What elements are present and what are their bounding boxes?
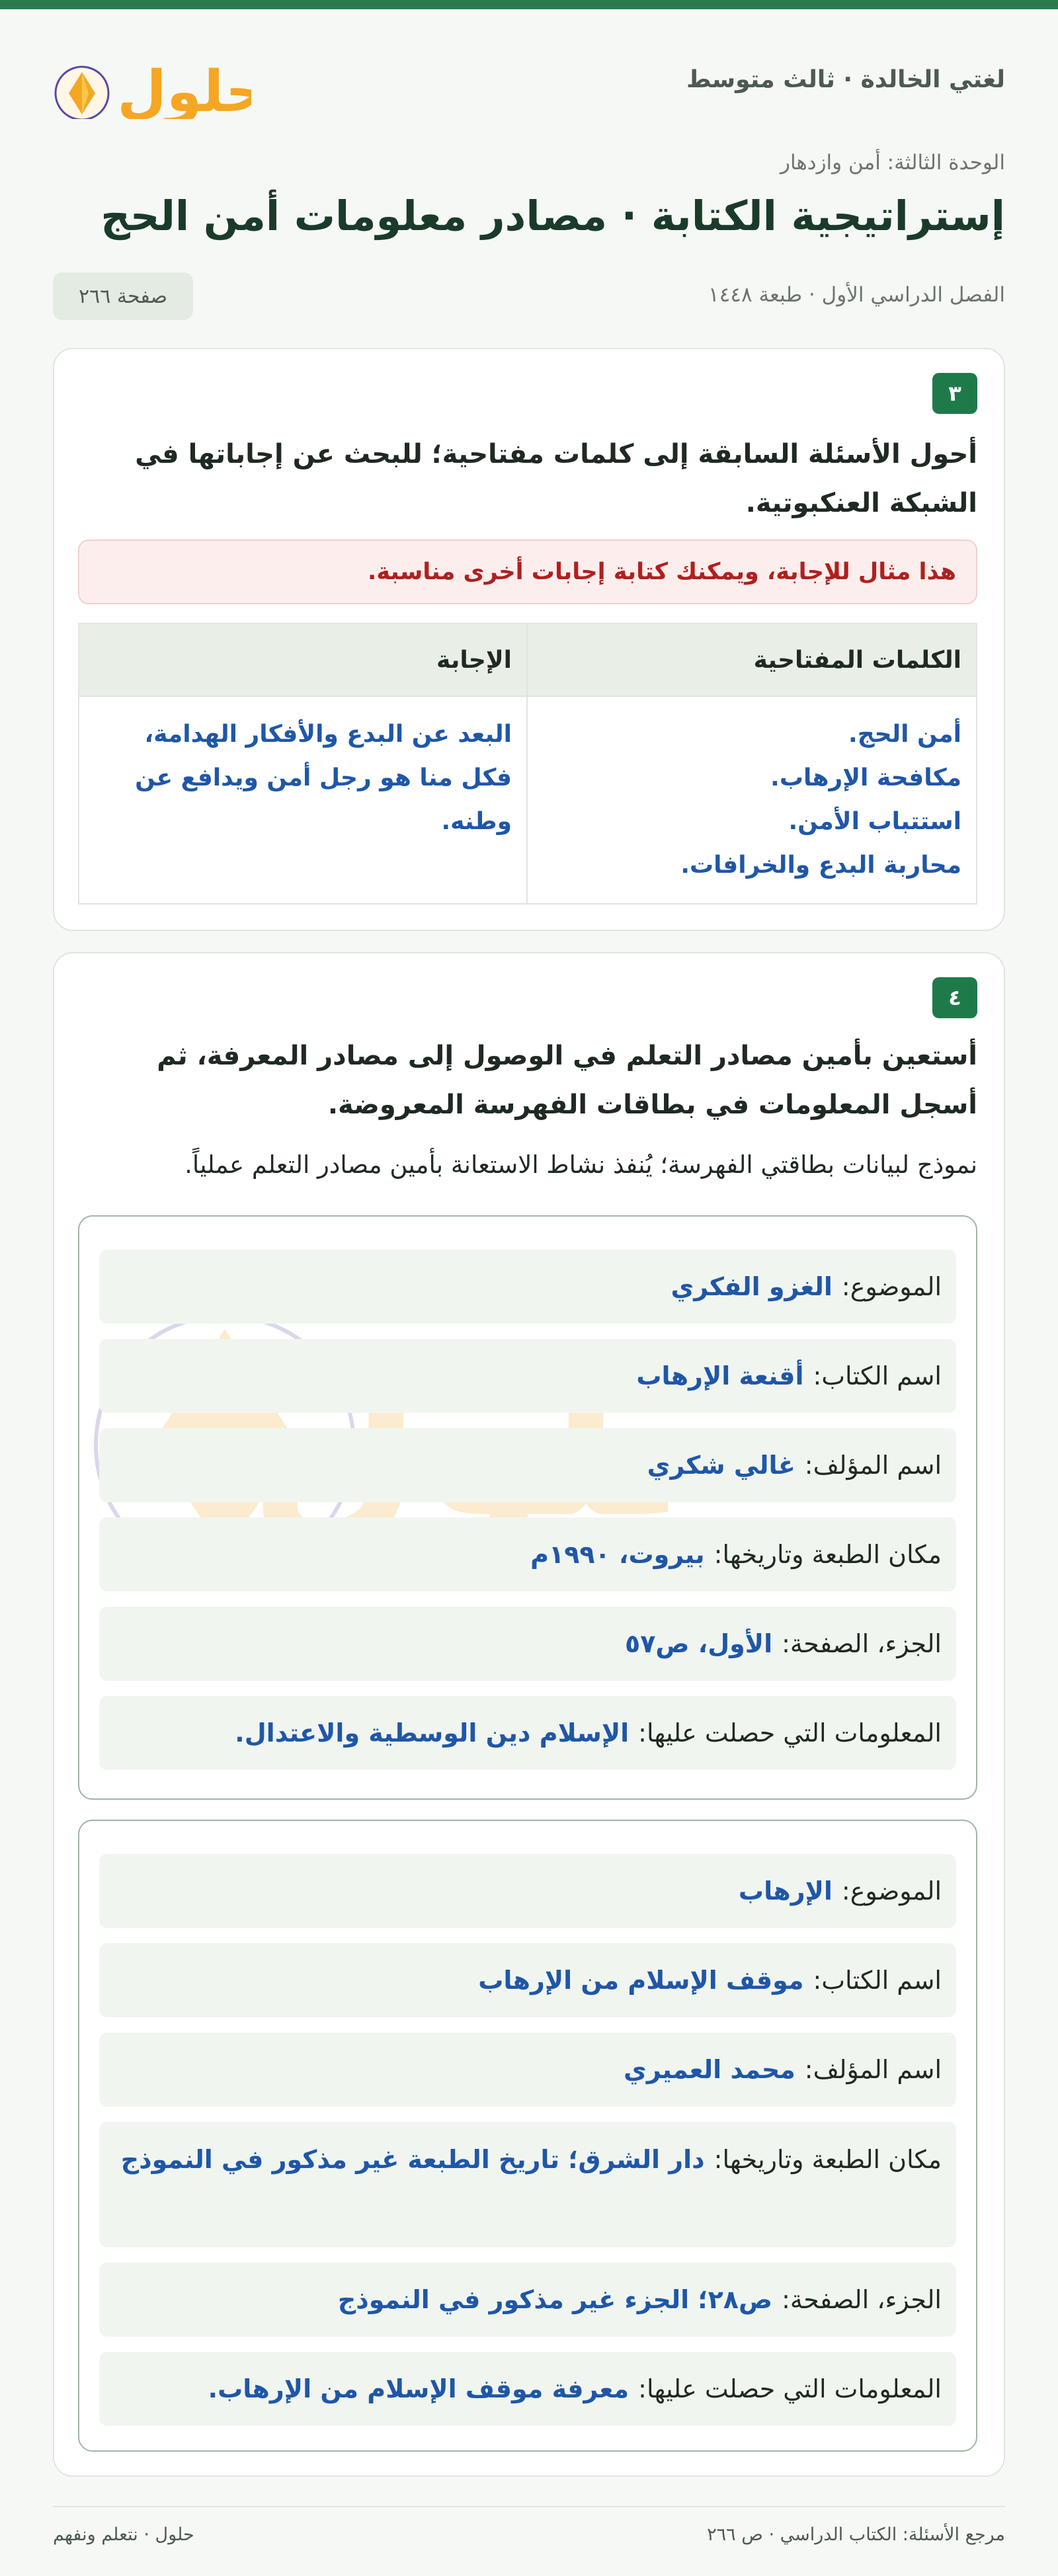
footer-divider (53, 2506, 1005, 2507)
field-value: معرفة موقف الإسلام من الإرهاب. (208, 2374, 630, 2403)
table-row (79, 696, 977, 904)
semester-edition: الفصل الدراسي الأول · طبعة ١٤٤٨ (708, 283, 1005, 307)
index-field-row (99, 1943, 956, 2017)
table-header-row (79, 624, 977, 696)
field-value: غالي شكري (647, 1451, 795, 1480)
field-value: الإسلام دين الوسطية والاعتدال. (235, 1718, 630, 1748)
index-card-1 (78, 1215, 977, 1800)
hulool-logo[interactable] (53, 46, 251, 119)
field-value: الأول، ص٥٧ (625, 1629, 773, 1658)
answer-cell (79, 696, 527, 904)
index-field-row (99, 1250, 956, 1324)
field-label: اسم الكتاب: (813, 1966, 942, 1995)
svg-text:حلول: حلول (117, 59, 251, 119)
field-value: دار الشرق؛ تاريخ الطبعة غير مذكور في النموذج (120, 2145, 705, 2174)
unit-label: الوحدة الثالثة: أمن وازدهار (780, 151, 1005, 175)
footer-reference: مرجع الأسئلة: الكتاب الدراسي · ص ٢٦٦ (707, 2524, 1005, 2545)
keyword-item: استتباب الأمن. (788, 808, 961, 835)
answer-header: الإجابة (79, 624, 527, 696)
field-label: اسم الكتاب: (813, 1361, 942, 1390)
field-value: أقنعة الإرهاب (636, 1361, 804, 1390)
field-value: موقف الإسلام من الإرهاب (478, 1966, 804, 1995)
question-3-card (53, 348, 1005, 931)
keywords-cell (527, 696, 977, 904)
page-number-badge: صفحة ٢٦٦ (53, 272, 193, 320)
keyword-item: محاربة البدع والخرافات. (680, 852, 961, 879)
question-number-badge: ٤ (932, 977, 977, 1018)
index-field-row (99, 2352, 956, 2426)
index-card-2 (78, 1820, 977, 2452)
field-value: الغزو الفكري (671, 1272, 833, 1301)
index-field-row (99, 1607, 956, 1681)
keywords-table (78, 623, 977, 905)
field-label: مكان الطبعة وتاريخها: (713, 2145, 942, 2174)
field-value: ص٢٨؛ الجزء غير مذكور في النموذج (337, 2285, 773, 2314)
page-title: إستراتيجية الكتابة · مصادر معلومات أمن الحج (101, 192, 1005, 240)
field-value: بيروت، ١٩٩٠م (530, 1540, 705, 1569)
field-label: الجزء، الصفحة: (782, 1629, 942, 1658)
field-label: اسم المؤلف: (804, 1451, 942, 1480)
cards-intro: نموذج لبيانات بطاقتي الفهرسة؛ يُنفذ نشاط الاستعانة بأمين مصادر التعلم عملياً. (184, 1150, 977, 1179)
index-field-row (99, 1854, 956, 1928)
answer-note: هذا مثال للإجابة، ويمكنك كتابة إجابات أخرى مناسبة. (78, 540, 977, 604)
field-label: الموضوع: (841, 1272, 942, 1301)
field-label: الموضوع: (841, 1876, 942, 1906)
field-label: المعلومات التي حصلت عليها: (638, 2374, 942, 2403)
index-field-row (99, 2263, 956, 2337)
keyword-item: مكافحة الإرهاب. (770, 764, 961, 791)
keywords-header: الكلمات المفتاحية (527, 624, 977, 696)
question-text: أستعين بأمين مصادر التعلم في الوصول إلى مصادر المعرفة، ثم أسجل المعلومات في بطاقات الفهرسة المعروضة. (157, 1041, 977, 1120)
question-4-card (53, 952, 1005, 2477)
field-label: مكان الطبعة وتاريخها: (713, 1540, 942, 1569)
question-text: أحول الأسئلة السابقة إلى كلمات مفتاحية؛ للبحث عن إجاباتها في الشبكة العنكبوتية. (135, 439, 977, 518)
field-value: محمد العميري (624, 2055, 795, 2084)
top-accent-bar (0, 0, 1058, 9)
index-field-row (99, 2033, 956, 2107)
answer-text: البعد عن البدع والأفكار الهدامة، فكل منا هو رجل أمن ويدافع عن وطنه. (135, 721, 512, 835)
book-title: لغتي الخالدة · ثالث متوسط (686, 66, 1005, 93)
index-field-row (99, 1428, 956, 1502)
index-field-row (99, 1517, 956, 1591)
index-field-row (99, 1696, 956, 1770)
field-label: المعلومات التي حصلت عليها: (638, 1718, 942, 1748)
field-value: الإرهاب (738, 1876, 833, 1906)
field-label: الجزء، الصفحة: (782, 2285, 942, 2314)
question-number-badge: ٣ (932, 373, 977, 414)
footer-brand: حلول · نتعلم ونفهم (53, 2524, 194, 2545)
header (53, 40, 1005, 126)
field-label: اسم المؤلف: (804, 2055, 942, 2084)
index-field-row (99, 2122, 956, 2247)
keyword-item: أمن الحج. (848, 721, 961, 748)
index-field-row (99, 1339, 956, 1413)
